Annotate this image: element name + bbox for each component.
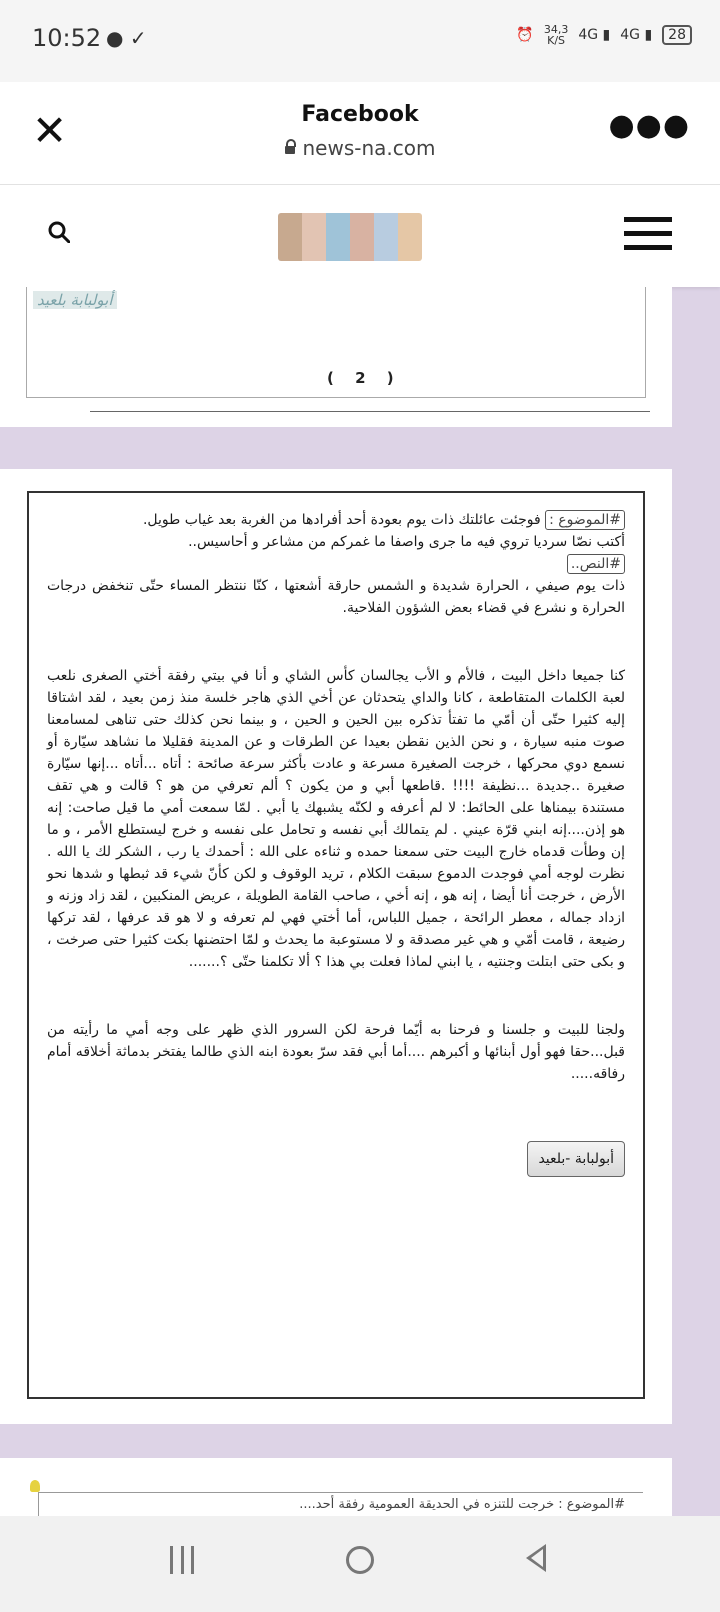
signature-previous: أبولبابة بلعيد	[33, 291, 117, 309]
back-icon[interactable]	[526, 1544, 546, 1572]
topic-tag[interactable]: #الموضوع :	[545, 510, 625, 530]
topic-instruction: أكتب نصّا سرديا تروي فيه ما جرى واصفا ما غمركم من مشاعر و أحاسيس..	[188, 534, 625, 550]
hamburger-menu-icon[interactable]	[624, 217, 672, 251]
status-time: 10:52	[32, 24, 102, 52]
network-speed: 34,3 K/S	[543, 23, 569, 47]
paragraph-3: ولجنا للبيت و جلسنا و فرحنا به أيّما فرحة لكن السرور الذي ظهر على وجه أمي ما رأيته من قبل...حقا فهو أول أبنائها و أكبرهم ....أما أبي فقد سرّ بعودة ابنه الذي طالما يفتخر بدماثة أخلاقه أمام رفاقه.....	[47, 1022, 625, 1082]
topic-text: فوجئت عائلتك ذات يوم بعودة أحد أفرادها من الغربة بعد غياب طويل.	[142, 512, 541, 528]
close-button[interactable]: ✕	[32, 106, 68, 155]
page-number: ( 2 )	[327, 369, 402, 387]
site-logo[interactable]	[278, 213, 422, 261]
next-topic-peek: #الموضوع : خرجت للتنزه في الحديقة العمومية رفقة أحد....	[299, 1497, 625, 1512]
status-right	[516, 24, 692, 46]
status-bar	[0, 0, 720, 82]
status-left-icons	[106, 26, 147, 50]
home-icon[interactable]	[346, 1546, 374, 1574]
paragraph-2: كنا جميعا داخل البيت ، فالأم و الأب يجالسان كأس الشاي و أنا في بيتي رفقة أختي الصغرى نلعب لعبة الكلمات المتقاطعة ، كانا والداي يتحدثان عن أخي الذي هاجر خلسة منذ زمن بعيد ، لقد اشتاقا إليه كثيرا حتّى أن أمّي ما تفتأ تذكره بين الحين و الحين ، و بينما نحن كذلك حتى تناهى لمسامعنا صوت منبه سيارة ، و نحن الذين نقطن بعيدا عن الطرقات و عن المدينة فقليلا ما نشاهد سيّارة أو نسمع دوي محركها ، خرجت الصغيرة مسرعة و عادت بأكثر سرعة صائحة : أتاه ...أتاه ...إنها سيّارة صغيرة ..جديدة ...نظيفة !!!! .قاطعها أبي و من يكون ؟ ألم تعرفي من هو ؟ قالت و هي تقف مستندة بيمناها على الحائط: لا لم أعرفه و لكنّه يشبهك يا أبي . لمّا سمعت أمي ما قيل صاحت: إنه هو إذن....إنه ابني قرّة عيني . لم يتمالك أبي نفسه و تحامل على نفسه و خرج ليستطلع الأمر ، و ما إن وطأت قدماه خارج البيت حتى سمعنا حمده و ثناءه على الله : أحمدك يا رب ، الشكر لك يا الله . نظرت لوجه أمي فوجدت الدموع سبقت الكلام ، تريد الوقوف و لكن كأنّ شيء قد ثبطها و شدها نحو الأرض ، خرجت أنا أيضا ، إنه هو ، إنه أخي ، صاحب القامة الطويلة ، عريض المنكبين ، لقد زاد وزنه و ازداد جماله ، معطر الرائحة ، جميل اللباس، أما أختي فهي لم تعرفه و لا هو قد عرفها ، لقد تركها رضيعة ، قامت أمّي و هي غير مصدقة و لا مستوعبة ما يحدث و لمّا احتضنها بكت كثيرا حتى صرخت ، و بكى حتى ابتلت وجنتيه ، يا ابني لماذا فعلت بي هذا ؟ ألا تكلمنا حتّى ؟.......	[47, 668, 625, 970]
signal-1: 4G ▮	[578, 27, 611, 43]
post-card-next	[0, 1458, 672, 1516]
android-icon: ●	[106, 26, 124, 50]
site-header	[0, 185, 720, 287]
browser-title: Facebook	[301, 102, 419, 127]
signature-box: أبولبابة -بلعيد	[527, 1141, 625, 1177]
recents-icon[interactable]	[170, 1546, 194, 1574]
system-nav-bar	[0, 1516, 720, 1612]
document-frame-next	[38, 1492, 643, 1517]
document-frame-previous	[26, 287, 646, 398]
divider	[90, 411, 650, 412]
battery-icon: 28	[662, 25, 692, 45]
post-card-main	[0, 469, 672, 1424]
topic-line	[47, 509, 625, 531]
paragraph-1: ذات يوم صيفي ، الحرارة شديدة و الشمس حارقة أشعتها ، كنّا ننتظر المساء حتّى تنخفض درجات الحرارة و نشرع في قضاء بعض الشؤون الفلاحية.	[47, 578, 625, 616]
signal-2: 4G ▮	[620, 27, 653, 43]
browser-bar	[0, 82, 720, 185]
search-icon[interactable]	[48, 221, 70, 243]
more-options-button[interactable]: ●●●	[608, 108, 690, 143]
url-text: news-na.com	[302, 136, 436, 160]
check-icon: ✓	[129, 26, 147, 50]
alarm-icon: ⏰	[516, 27, 534, 43]
lock-icon	[285, 146, 295, 154]
post-card-previous	[0, 287, 672, 427]
text-tag[interactable]: #النص..	[567, 554, 625, 574]
pin-icon	[30, 1480, 40, 1492]
document-frame	[27, 491, 645, 1399]
